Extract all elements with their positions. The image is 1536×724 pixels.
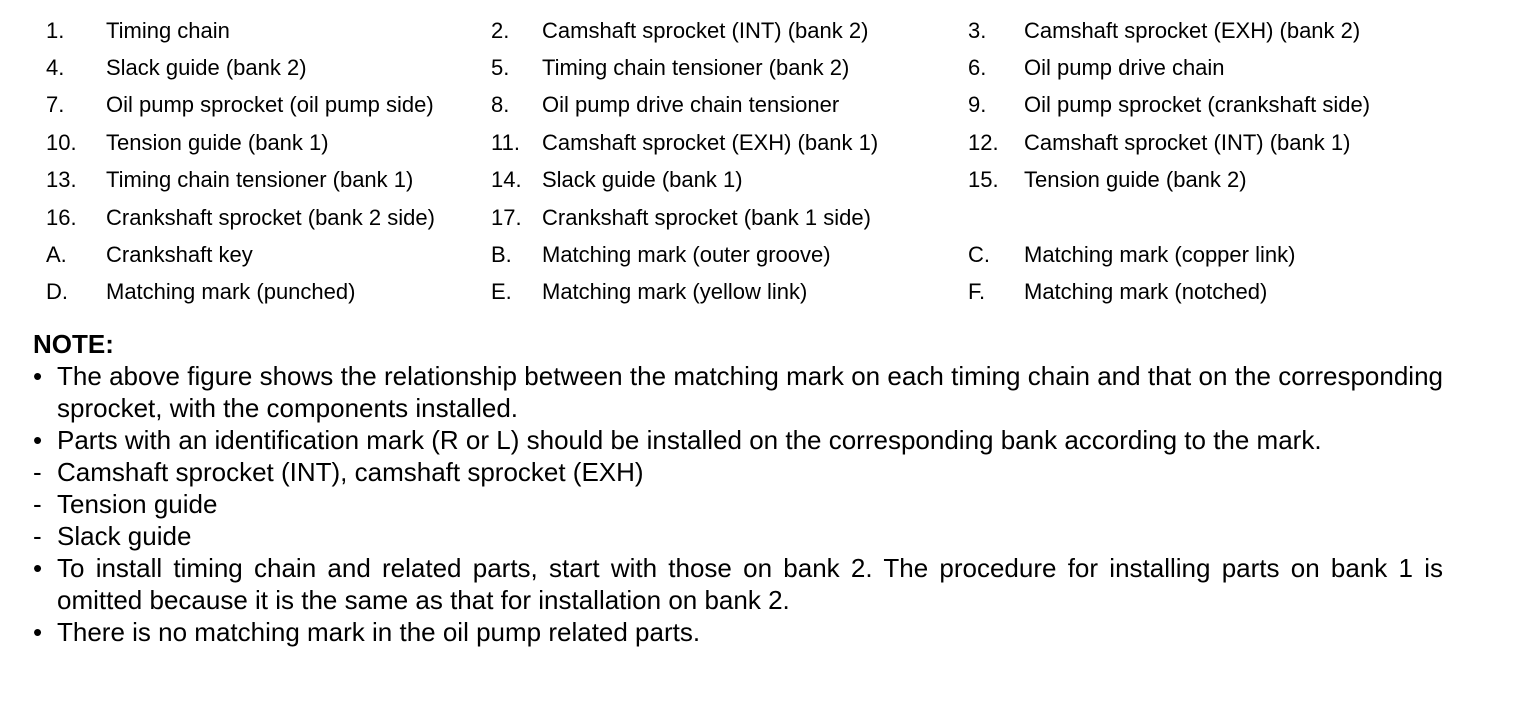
legend-number: 14. (491, 167, 522, 192)
note-title: NOTE: (33, 329, 114, 359)
legend-row (0, 242, 1536, 279)
legend-row (0, 205, 1536, 242)
legend-label: Crankshaft key (106, 242, 253, 267)
note-item (33, 520, 1443, 552)
legend-label: Oil pump sprocket (crankshaft side) (1024, 92, 1371, 117)
legend-number: D. (46, 279, 68, 304)
legend-label: Crankshaft sprocket (bank 1 side) (542, 205, 871, 230)
legend-label: Timing chain tensioner (bank 2) (542, 55, 850, 80)
legend-row (0, 18, 1536, 55)
legend-label: Timing chain (106, 18, 230, 43)
bullet-marker: • (33, 425, 43, 455)
legend-number: 11. (491, 130, 520, 155)
legend-number: 10. (46, 130, 77, 155)
legend-number: E. (491, 279, 512, 304)
note-item (33, 616, 1443, 648)
note-item (33, 360, 1443, 424)
note-text: Camshaft sprocket (INT), camshaft sprocket (EXH) (57, 457, 644, 487)
legend-number: 16. (46, 205, 77, 230)
legend-label: Matching mark (notched) (1024, 279, 1268, 304)
legend-number: A. (46, 242, 67, 267)
legend-number: 5. (491, 55, 510, 80)
legend-label: Matching mark (copper link) (1024, 242, 1296, 267)
legend-label: Crankshaft sprocket (bank 2 side) (106, 205, 435, 230)
legend-number: 15. (968, 167, 999, 192)
legend-label: Tension guide (bank 2) (1024, 167, 1247, 192)
legend-label: Matching mark (outer groove) (542, 242, 831, 267)
note-text: Tension guide (57, 489, 218, 519)
bullet-marker: • (33, 617, 43, 647)
legend-number: 12. (968, 130, 999, 155)
legend-row (0, 279, 1536, 316)
legend-number: 7. (46, 92, 65, 117)
legend-label: Tension guide (bank 1) (106, 130, 329, 155)
note-list (33, 360, 1443, 648)
legend-label: Camshaft sprocket (INT) (bank 1) (1024, 130, 1351, 155)
bullet-marker: • (33, 553, 43, 583)
dash-marker: - (33, 489, 42, 519)
legend-label: Camshaft sprocket (INT) (bank 2) (542, 18, 869, 43)
legend-label: Matching mark (yellow link) (542, 279, 808, 304)
legend-label: Slack guide (bank 1) (542, 167, 743, 192)
legend-number: 6. (968, 55, 987, 80)
legend-number: 13. (46, 167, 77, 192)
dash-marker: - (33, 457, 42, 487)
note-text: Slack guide (57, 521, 192, 551)
legend-number: 8. (491, 92, 510, 117)
note-item (33, 456, 1443, 488)
legend-number: 17. (491, 205, 522, 230)
legend-row (0, 167, 1536, 204)
note-item (33, 488, 1443, 520)
legend-row (0, 55, 1536, 92)
legend-label: Oil pump drive chain (1024, 55, 1225, 80)
legend-row (0, 92, 1536, 129)
legend-label: Matching mark (punched) (106, 279, 356, 304)
legend-number: C. (968, 242, 990, 267)
legend-label: Oil pump drive chain tensioner (542, 92, 840, 117)
bullet-marker: • (33, 361, 43, 391)
legend-number: 1. (46, 18, 65, 43)
legend-label: Oil pump sprocket (oil pump side) (106, 92, 434, 117)
legend-label: Slack guide (bank 2) (106, 55, 307, 80)
note-text: Parts with an identification mark (R or L) should be installed on the corresponding bank according to the mark. (57, 425, 1322, 455)
legend-number: F. (968, 279, 986, 304)
legend-label: Camshaft sprocket (EXH) (bank 1) (542, 130, 879, 155)
note-text: There is no matching mark in the oil pump related parts. (57, 617, 701, 647)
legend-number: 2. (491, 18, 510, 43)
note-text: To install timing chain and related parts, start with those on bank 2. The procedure for installing parts on bank 1 is omitted because it is the same as that for installation on bank 2. (57, 553, 1443, 615)
legend-number: 4. (46, 55, 65, 80)
note-item (33, 552, 1443, 616)
legend-number: 9. (968, 92, 987, 117)
dash-marker: - (33, 521, 42, 551)
note-text: The above figure shows the relationship between the matching mark on each timing chain and that on the corresponding sprocket, with the components installed. (57, 361, 1443, 423)
legend-row (0, 130, 1536, 167)
legend-label: Timing chain tensioner (bank 1) (106, 167, 414, 192)
legend-number: 3. (968, 18, 987, 43)
legend-number: B. (491, 242, 512, 267)
legend-label: Camshaft sprocket (EXH) (bank 2) (1024, 18, 1361, 43)
note-item (33, 424, 1443, 456)
note-section (33, 328, 1443, 648)
